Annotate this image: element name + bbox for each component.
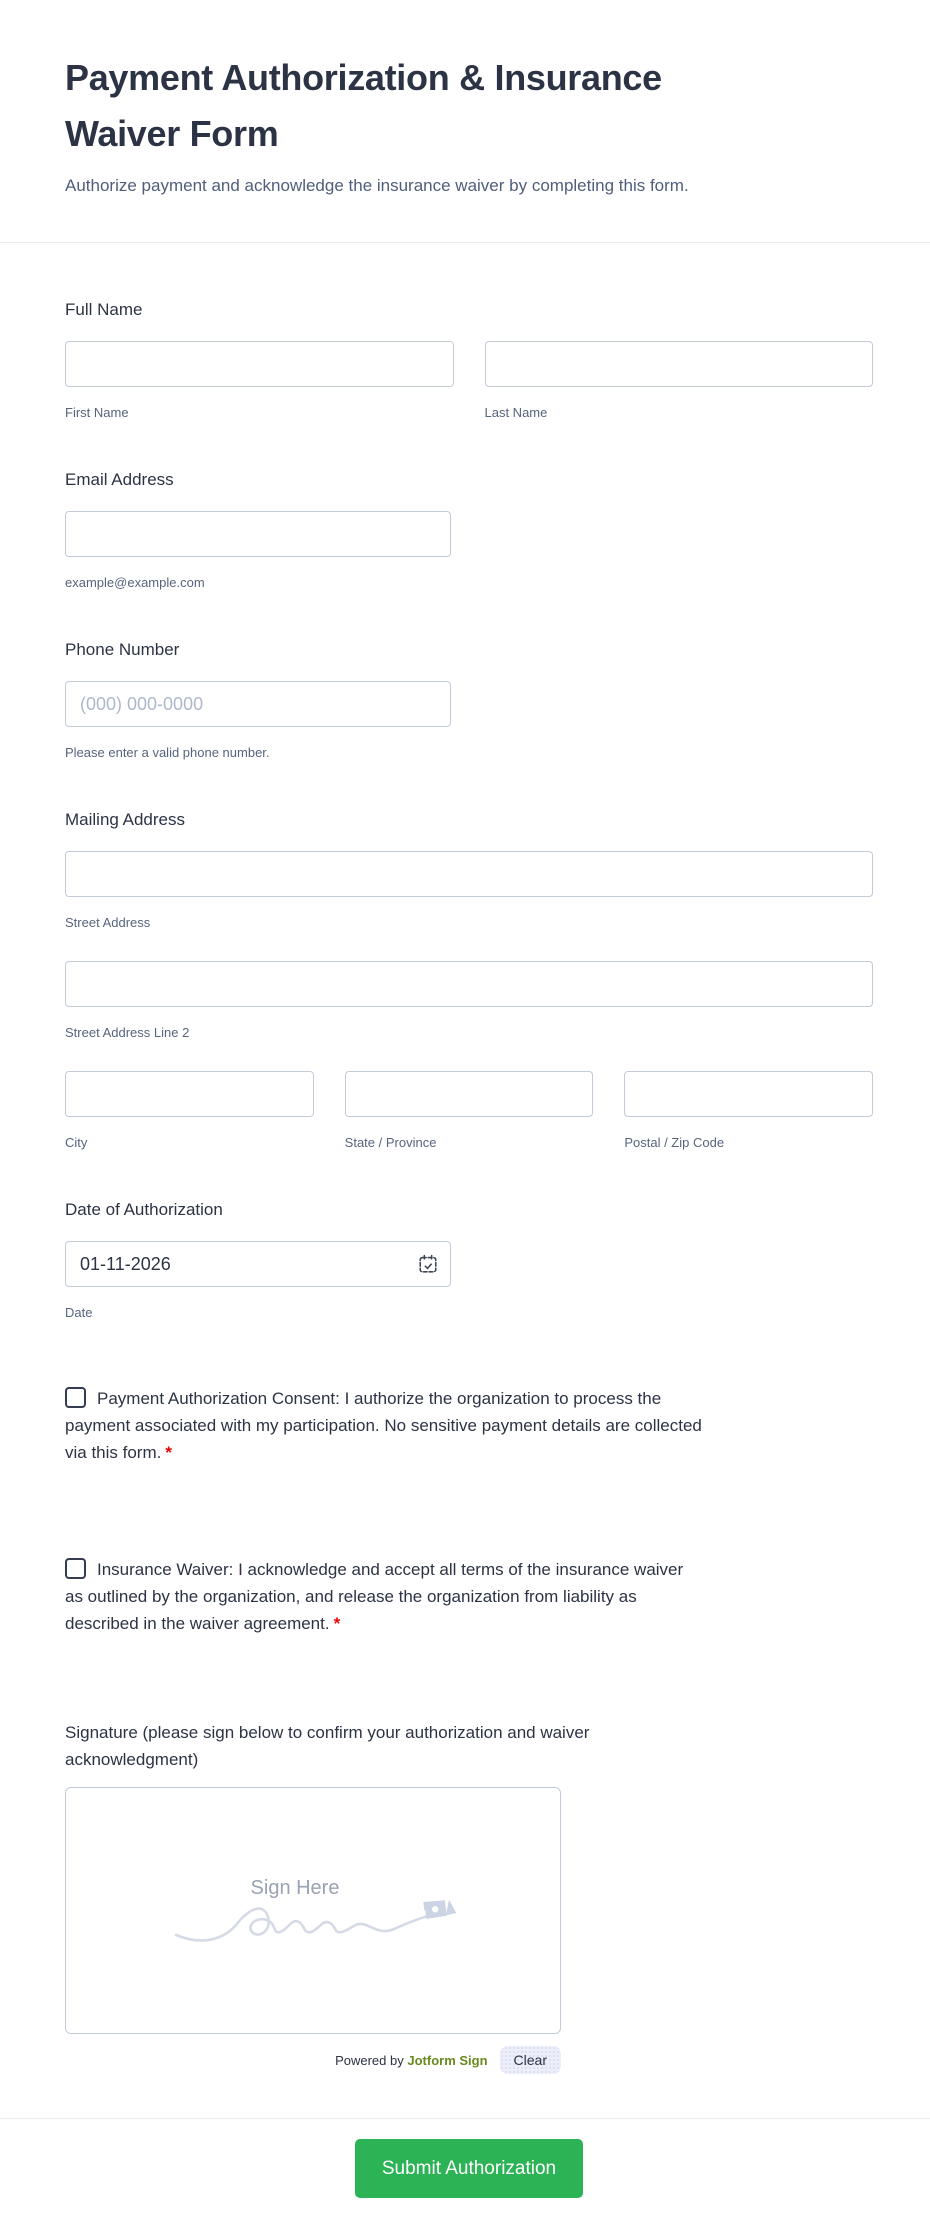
first-name-sublabel: First Name bbox=[65, 405, 129, 420]
date-label: Date of Authorization bbox=[65, 1200, 223, 1219]
city-input[interactable] bbox=[65, 1071, 314, 1117]
form-header bbox=[0, 0, 930, 243]
street-address2-input[interactable] bbox=[65, 961, 873, 1007]
date-sublabel: Date bbox=[65, 1305, 93, 1320]
phone-sublabel: Please enter a valid phone number. bbox=[65, 745, 270, 760]
email-sublabel: example@example.com bbox=[65, 575, 205, 590]
signature-hint bbox=[148, 1863, 478, 1959]
street-address-sublabel: Street Address bbox=[65, 915, 151, 930]
payment-consent-text: Payment Authorization Consent: I authorize the organization to process the payment associated with my participation. No sensitive payment details are collected via this form. bbox=[65, 1389, 702, 1462]
clear-signature-button[interactable]: Clear bbox=[500, 2046, 561, 2074]
powered-by-label: Powered by Jotform Sign bbox=[335, 2052, 488, 2068]
postal-sublabel: Postal / Zip Code bbox=[624, 1135, 725, 1150]
email-input[interactable] bbox=[65, 511, 451, 557]
payment-consent-required-asterisk: * bbox=[165, 1443, 172, 1462]
date-input[interactable] bbox=[65, 1241, 451, 1287]
waiver-consent-checkbox[interactable] bbox=[65, 1558, 86, 1579]
full-name-label: Full Name bbox=[65, 300, 143, 319]
state-sublabel: State / Province bbox=[344, 1135, 437, 1150]
payment-consent-text-row bbox=[65, 1385, 705, 1466]
waiver-consent-required-asterisk: * bbox=[333, 1614, 341, 1633]
field-waiver-consent bbox=[65, 1556, 873, 1637]
submit-area bbox=[0, 2119, 930, 2226]
field-phone bbox=[65, 639, 873, 761]
field-signature bbox=[65, 1719, 873, 2074]
field-address bbox=[65, 809, 873, 1151]
field-date bbox=[65, 1199, 873, 1321]
form-title: Payment Authorization & Insurance Waiver Form bbox=[65, 57, 662, 154]
postal-input[interactable] bbox=[624, 1071, 873, 1117]
state-input[interactable] bbox=[345, 1071, 594, 1117]
field-full-name bbox=[65, 299, 873, 421]
last-name-sublabel: Last Name bbox=[484, 405, 548, 420]
calendar-picker-button[interactable] bbox=[417, 1253, 439, 1275]
submit-button[interactable]: Submit Authorization bbox=[355, 2139, 583, 2198]
email-label: Email Address bbox=[65, 470, 174, 489]
field-payment-consent bbox=[65, 1385, 873, 1466]
payment-consent-checkbox[interactable] bbox=[65, 1387, 86, 1408]
last-name-input[interactable] bbox=[485, 341, 874, 387]
street-address2-sublabel: Street Address Line 2 bbox=[65, 1025, 190, 1040]
jotform-sign-brand: Jotform Sign bbox=[407, 2052, 488, 2068]
signature-footer bbox=[65, 2046, 561, 2074]
phone-input[interactable] bbox=[65, 681, 451, 727]
form-body bbox=[0, 299, 930, 2074]
calendar-check-icon bbox=[417, 1253, 439, 1275]
form-subtitle: Authorize payment and acknowledge the insurance waiver by completing this form. bbox=[65, 176, 689, 195]
city-sublabel: City bbox=[65, 1135, 88, 1150]
field-email bbox=[65, 469, 873, 591]
sign-here-placeholder: Sign Here bbox=[250, 1876, 340, 1899]
street-address-input[interactable] bbox=[65, 851, 873, 897]
signature-pad[interactable] bbox=[65, 1787, 561, 2034]
waiver-consent-text: Insurance Waiver: I acknowledge and accept all terms of the insurance waiver as outlined by the organization, and release the organization from liability as described in the waiver agreement. bbox=[65, 1560, 684, 1633]
first-name-input[interactable] bbox=[65, 341, 454, 387]
address-label: Mailing Address bbox=[65, 810, 186, 829]
waiver-consent-text-row bbox=[65, 1556, 705, 1637]
phone-label: Phone Number bbox=[65, 640, 180, 659]
signature-label: Signature (please sign below to confirm your authorization and waiver acknowledgment) bbox=[65, 1723, 590, 1769]
